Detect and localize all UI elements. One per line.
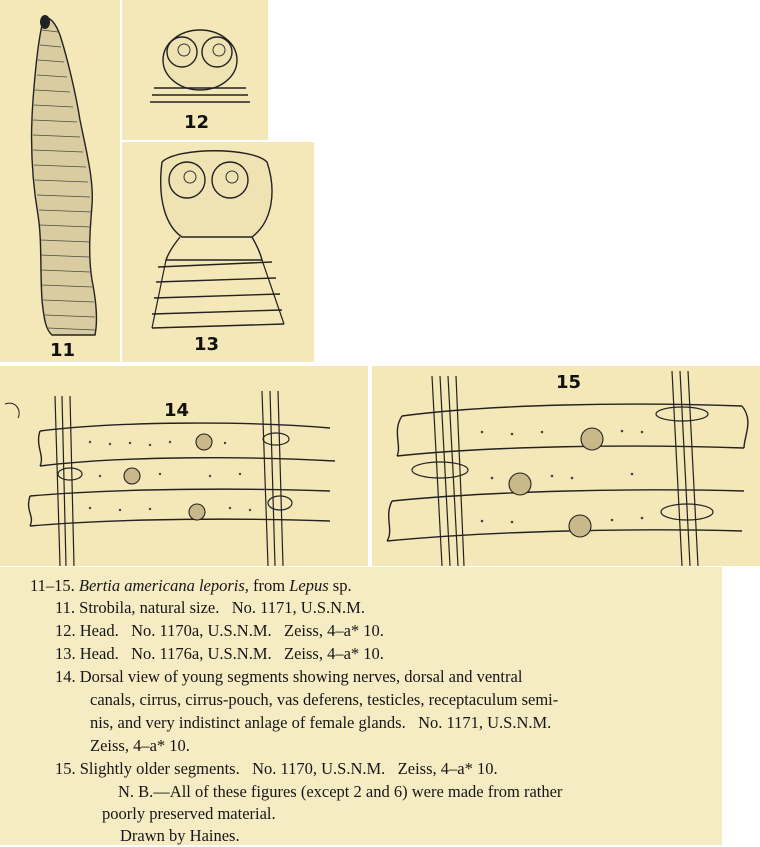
caption-item-12 <box>55 620 384 642</box>
figure-15-segments-drawing <box>372 366 760 566</box>
caption-note-line-2: poorly preserved material. <box>102 804 276 823</box>
caption-item-14-line-3: nis, and very indistinct anlage of female glands. No. 1171, U.S.N.M. <box>90 713 552 732</box>
caption-item-13 <box>55 643 384 665</box>
caption-host-suffix: sp. <box>332 576 352 595</box>
caption-item-text: Head. No. 1170a, U.S.N.M. Zeiss, 4–a* 10. <box>79 621 384 640</box>
caption-item-11 <box>55 597 365 619</box>
caption-item-14 <box>55 666 522 688</box>
figure-11-panel <box>0 0 120 362</box>
caption-item-number: 15. <box>55 759 76 778</box>
figure-14-label: 14 <box>164 400 190 421</box>
figure-13-panel <box>122 142 314 362</box>
caption-item-number: 14. <box>55 667 76 686</box>
caption-note-line-1: N. B.—All of these figures (except 2 and 6) were made from rather <box>118 782 563 801</box>
figure-15-label: 15 <box>556 372 582 393</box>
caption-credit: Drawn by Haines. <box>120 826 240 845</box>
caption-species: Bertia americana leporis, <box>78 576 249 595</box>
caption-heading <box>30 575 352 597</box>
caption-item-text: Head. No. 1176a, U.S.N.M. Zeiss, 4–a* 10. <box>79 644 384 663</box>
caption-item-text: Strobila, natural size. No. 1171, U.S.N.M. <box>79 598 365 617</box>
caption-item-number: 13. <box>55 644 76 663</box>
caption-item-number: 12. <box>55 621 76 640</box>
figure-13-label: 13 <box>194 334 220 355</box>
caption-item-number: 11. <box>55 598 76 617</box>
figure-caption <box>0 567 722 845</box>
figure-12-label: 12 <box>184 112 210 133</box>
figure-11-label: 11 <box>50 340 76 361</box>
figure-14-segments-drawing <box>0 366 368 566</box>
caption-item-14-line-4: Zeiss, 4–a* 10. <box>90 736 190 755</box>
caption-item-text: Dorsal view of young segments showing nerves, dorsal and ventral <box>79 667 523 686</box>
caption-item-14-line-2: canals, cirrus, cirrus-pouch, vas deferens, testicles, receptaculum semi- <box>90 690 559 709</box>
figure-14-panel <box>0 366 368 566</box>
figure-12-panel <box>122 0 268 140</box>
caption-range: 11–15. <box>30 576 75 595</box>
figure-15-panel <box>372 366 760 566</box>
caption-item-15 <box>55 758 498 780</box>
caption-host: Lepus <box>289 576 329 595</box>
figure-11-strobila-drawing <box>0 0 120 362</box>
caption-item-text: Slightly older segments. No. 1170, U.S.N.M. Zeiss, 4–a* 10. <box>79 759 498 778</box>
caption-from: from <box>253 576 286 595</box>
figure-13-head-drawing <box>122 142 314 362</box>
